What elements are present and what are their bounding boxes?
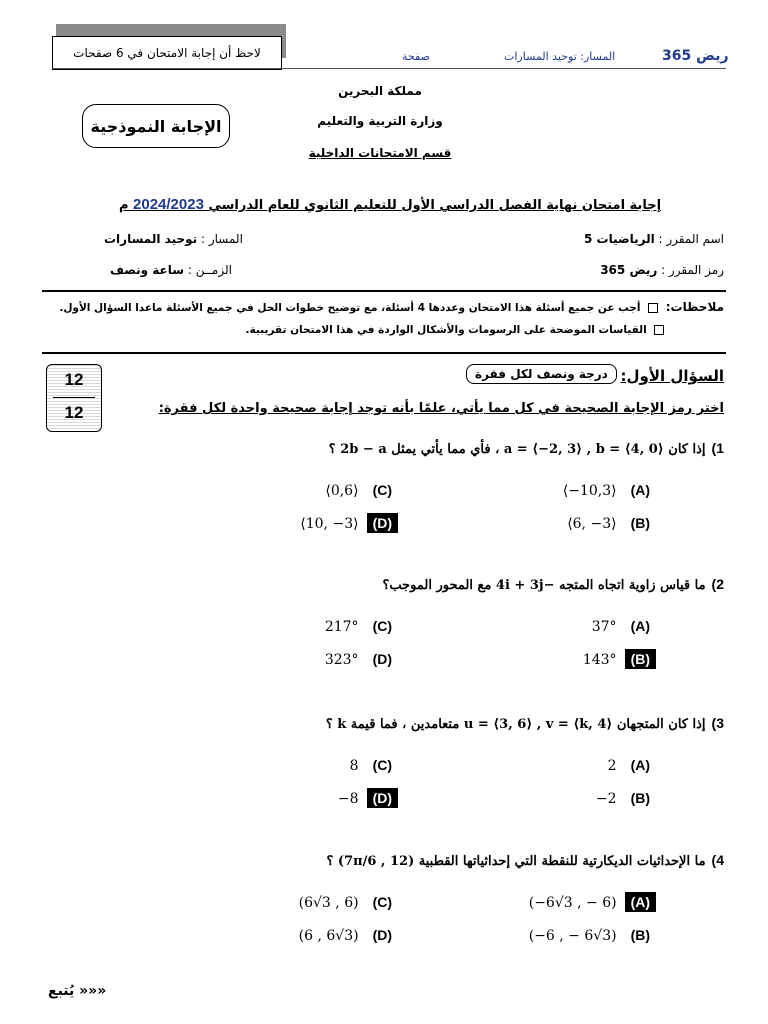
option-c[interactable] xyxy=(325,616,398,636)
option-value: ⟨6, −3⟩ xyxy=(567,516,617,532)
option-value: (−6√3 , − 6) xyxy=(528,895,617,911)
option-b[interactable] xyxy=(529,925,656,945)
track-label: المسار : xyxy=(200,232,243,246)
option-a[interactable] xyxy=(592,616,656,636)
question-3 xyxy=(44,715,724,732)
option-a[interactable] xyxy=(563,480,656,500)
option-c[interactable] xyxy=(350,755,398,775)
option-value: ⟨−10,3⟩ xyxy=(562,483,617,499)
question-text: ما قياس زاوية اتجاه المتجه −4i + 3j مع المحور الموجب؟ xyxy=(382,578,706,593)
note-2 xyxy=(84,324,724,336)
header-divider xyxy=(52,68,726,69)
model-answer-badge: الإجابة النموذجية xyxy=(82,104,230,148)
score-box xyxy=(46,364,102,432)
time-label: الزمــن : xyxy=(187,263,232,277)
exam-title xyxy=(60,196,720,213)
ministry-name: وزارة التربية والتعليم xyxy=(317,114,443,128)
header-course-code: ريض 365 xyxy=(662,48,729,64)
option-a[interactable] xyxy=(529,892,656,912)
time-value: ساعة ونصف xyxy=(110,263,185,277)
department-name: قسم الامتحانات الداخلية xyxy=(308,146,452,160)
option-a[interactable] xyxy=(608,755,656,775)
time-row xyxy=(110,263,232,277)
option-value: (−6 , − 6√3) xyxy=(528,928,617,944)
option-value: ⟨10, −3⟩ xyxy=(300,516,359,532)
question-text: إذا كان a = ⟨−2, 3⟩ , b = ⟨4, 0⟩ ، فأي مما يأتي يمثل 2b − a ؟ xyxy=(328,442,706,457)
page-count-note: لاحظ أن إجابة الامتحان في 6 صفحات xyxy=(52,36,282,70)
option-c[interactable] xyxy=(299,892,398,912)
option-label: (A) xyxy=(630,618,650,634)
score-bottom: 12 xyxy=(64,403,84,422)
option-d[interactable] xyxy=(325,649,398,669)
score-divider xyxy=(53,397,95,398)
option-label: (A) xyxy=(630,482,650,498)
note-2-text: القياسات الموضحة على الرسومات والأشكال الواردة في هذا الامتحان تقريبية. xyxy=(245,324,647,336)
option-value: −2 xyxy=(595,791,617,807)
marks-tag: درجة ونصف لكل فقرة xyxy=(466,364,617,384)
option-d[interactable] xyxy=(300,513,398,533)
option-label: (C) xyxy=(372,757,392,773)
question-number: 2) xyxy=(711,576,724,592)
correct-answer-label: (D) xyxy=(367,788,398,808)
correct-answer-label: (D) xyxy=(367,513,398,533)
option-b[interactable] xyxy=(583,649,656,669)
option-label: (C) xyxy=(372,482,392,498)
section-instruction: اختر رمز الإجابة الصحيحة في كل مما يأتي، علمًا بأنه توجد إجابة صحيحة واحدة لكل فقرة: xyxy=(158,401,724,416)
course-name: الرياضيات 5 xyxy=(584,232,655,246)
option-value: 143° xyxy=(582,652,617,668)
checkbox-icon xyxy=(648,303,658,313)
continue-text: يُتبع xyxy=(48,983,75,999)
option-value: (6 , 6√3) xyxy=(298,928,359,944)
exam-title-text: إجابة امتحان نهاية الفصل الدراسي الأول للتعليم الثانوي للعام الدراسي xyxy=(208,198,662,213)
option-b[interactable] xyxy=(567,513,656,533)
option-value: 8 xyxy=(349,758,359,774)
option-value: 323° xyxy=(324,652,359,668)
option-label: (B) xyxy=(630,927,650,943)
note-1 xyxy=(34,300,724,314)
correct-answer-label: (A) xyxy=(625,892,656,912)
option-value: ⟨0,6⟩ xyxy=(325,483,359,499)
option-label: (C) xyxy=(372,894,392,910)
score-top: 12 xyxy=(64,370,84,389)
option-value: 2 xyxy=(607,758,617,774)
track-value: توحيد المسارات xyxy=(104,232,198,246)
track-row xyxy=(104,232,243,246)
option-label: (C) xyxy=(372,618,392,634)
question-number: 3) xyxy=(711,715,724,731)
exam-year: 2024/2023 xyxy=(133,196,204,213)
option-value: 37° xyxy=(591,619,617,635)
question-text: إذا كان المتجهان u = ⟨3, 6⟩ , v = ⟨k, 4⟩ متعامدين ، فما قيمة k ؟ xyxy=(325,717,706,732)
option-d[interactable] xyxy=(299,925,398,945)
option-label: (B) xyxy=(630,790,650,806)
correct-answer-label: (B) xyxy=(625,649,656,669)
question-1 xyxy=(44,440,724,457)
section-title: السؤال الأول: xyxy=(620,367,724,385)
course-name-label: اسم المقرر : xyxy=(658,232,724,246)
question-text: ما الإحداثيات الديكارتية للنقطة التي إحداثياتها القطبية (12 , 7π/6) ؟ xyxy=(326,854,706,869)
option-label: (D) xyxy=(372,927,392,943)
continue-arrows: ««« xyxy=(79,983,107,999)
question-4 xyxy=(44,852,724,869)
note-1-text: أجب عن جميع أسئلة هذا الامتحان وعددها 4 أسئلة، مع توضيح خطوات الحل في جميع الأسئلة ماعدا السؤال الأول. xyxy=(59,302,641,314)
question-2 xyxy=(44,576,724,593)
option-label: (D) xyxy=(372,651,392,667)
option-d[interactable] xyxy=(338,788,398,808)
option-value: −8 xyxy=(337,791,359,807)
course-name-row xyxy=(584,232,724,246)
option-b[interactable] xyxy=(596,788,656,808)
continue-note xyxy=(48,983,106,999)
page-label: صفحة xyxy=(402,50,430,63)
option-value: (6√3 , 6) xyxy=(298,895,359,911)
exam-year-suffix: م xyxy=(118,198,129,213)
course-code: ريض 365 xyxy=(600,263,658,277)
course-code-row xyxy=(600,263,724,277)
notes-top-divider xyxy=(42,290,726,292)
option-label: (B) xyxy=(630,515,650,531)
kingdom-name: مملكة البحرين xyxy=(338,84,422,98)
notes-bottom-divider xyxy=(42,352,726,354)
header-track: المسار: توحيد المسارات xyxy=(504,50,616,63)
course-code-label: رمز المقرر : xyxy=(661,263,724,277)
notes-label: ملاحظات: xyxy=(665,300,724,314)
question-number: 1) xyxy=(711,440,724,456)
question-number: 4) xyxy=(711,852,724,868)
checkbox-icon xyxy=(654,325,664,335)
option-c[interactable] xyxy=(325,480,398,500)
option-label: (A) xyxy=(630,757,650,773)
option-value: 217° xyxy=(324,619,359,635)
